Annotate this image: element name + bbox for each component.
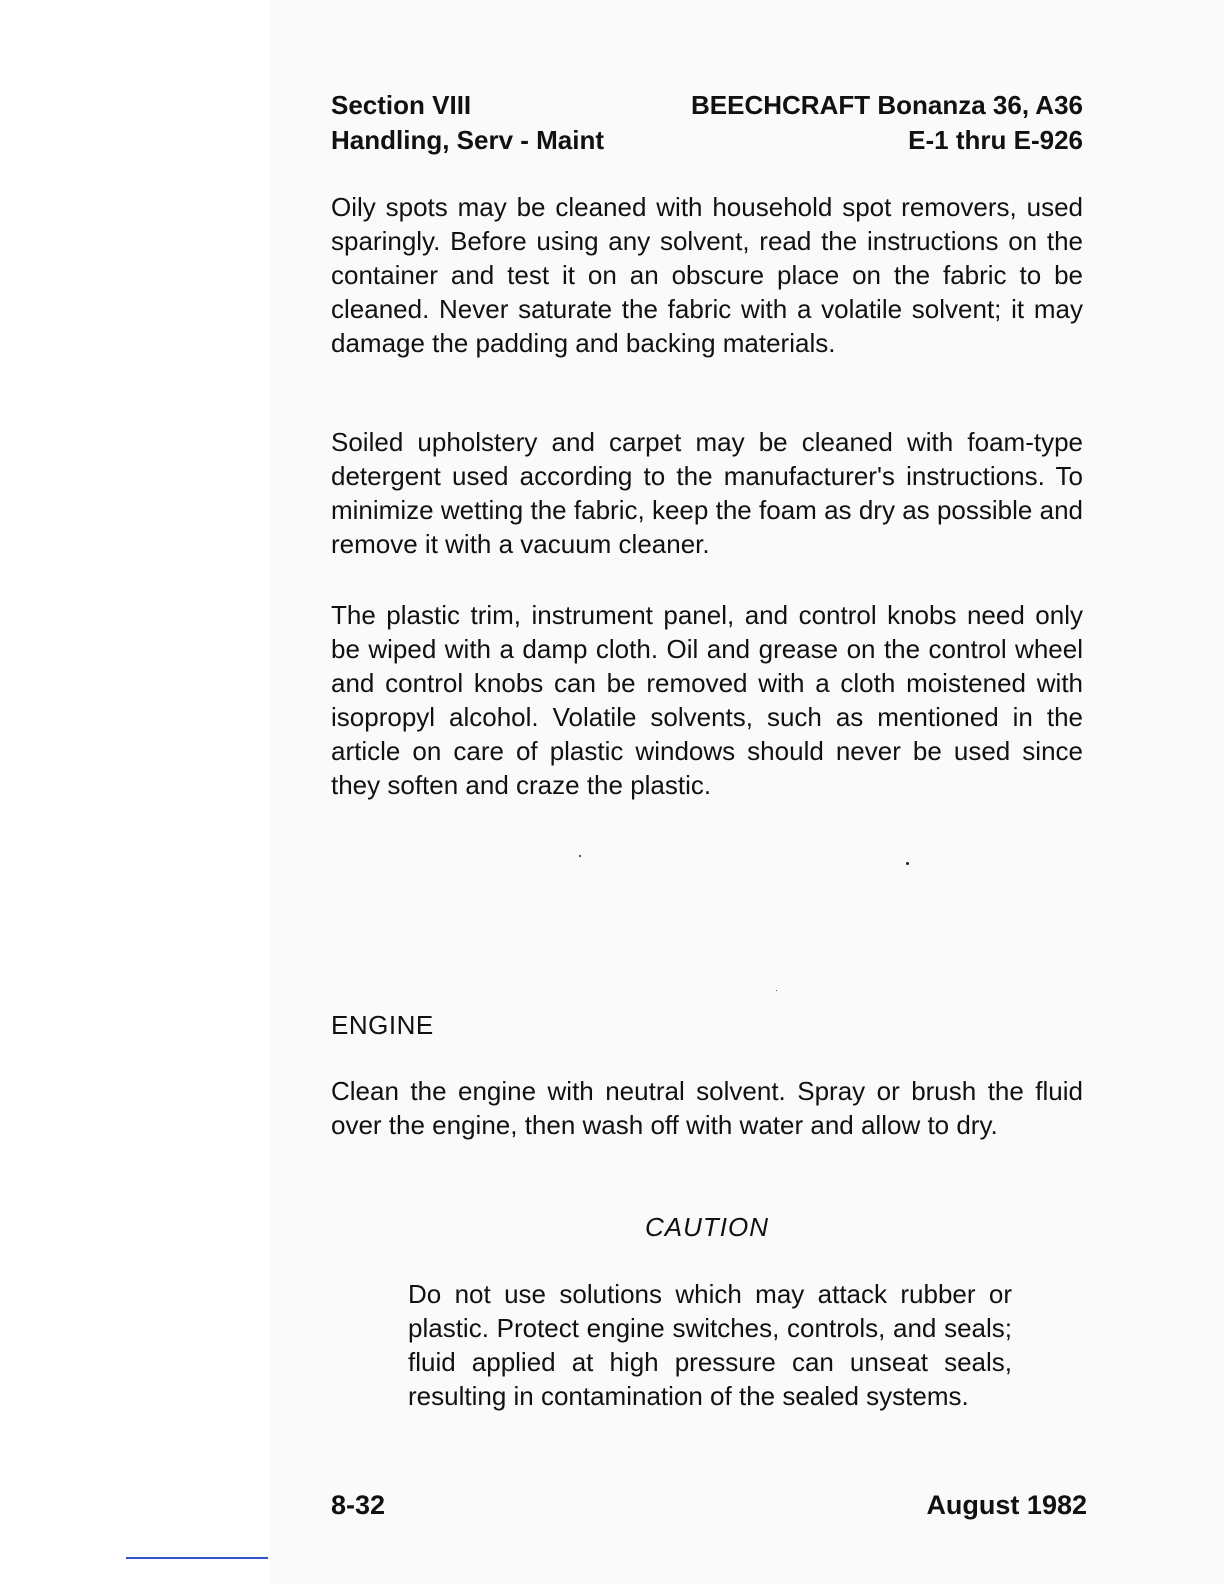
paragraph-plastic-trim: The plastic trim, instrument panel, and control knobs need only be wiped with a damp cloth. Oil and grease on the control wheel and control knobs can be removed with a cloth moistened with isopropyl alcohol. Volatile solvents, such as mentioned in the article on care of plastic windows should never be used since they soften and craze the plastic. bbox=[331, 600, 1083, 800]
section-heading-engine: ENGINE bbox=[331, 1010, 434, 1040]
page-margin bbox=[0, 0, 270, 1584]
paragraph-engine: Clean the engine with neutral solvent. Spray or brush the fluid over the engine, then wash off with water and allow to dry. bbox=[331, 1076, 1083, 1140]
caution-text: Do not use solutions which may attack rubber or plastic. Protect engine switches, controls, and seals; fluid applied at high pressure can unseat seals, resulting in contamination of the sealed systems. bbox=[408, 1279, 1012, 1411]
subsection-label: Handling, Serv - Maint bbox=[331, 125, 605, 155]
page-header bbox=[331, 88, 1083, 158]
section-label: Section VIII bbox=[331, 90, 472, 120]
revision-date: August 1982 bbox=[926, 1490, 1087, 1520]
bottom-rule bbox=[126, 1557, 268, 1559]
paragraph-upholstery: Soiled upholstery and carpet may be cleaned with foam-type detergent used according to the manufacturer's instructions. To minimize wetting the fabric, keep the foam as dry as possible and remove it with a vacuum cleaner. bbox=[331, 427, 1083, 559]
page-footer bbox=[331, 1488, 1087, 1522]
header-row-bottom bbox=[331, 123, 1083, 158]
paragraph-oily-spots: Oily spots may be cleaned with household spot removers, used sparingly. Before using any solvent, read the instructions on the container and test it on an obscure place on the fabric to be cleaned. Never saturate the fabric with a volatile solvent; it may damage the padding and backing materials. bbox=[331, 192, 1083, 358]
serial-range: E-1 thru E-926 bbox=[908, 125, 1083, 155]
scan-speck bbox=[579, 855, 581, 857]
header-row-top bbox=[331, 88, 1083, 123]
aircraft-model: BEECHCRAFT Bonanza 36, A36 bbox=[691, 90, 1083, 120]
page-number: 8-32 bbox=[331, 1490, 386, 1520]
scan-speck bbox=[776, 990, 777, 991]
scan-speck bbox=[906, 862, 909, 865]
caution-title: CAUTION bbox=[645, 1212, 769, 1242]
